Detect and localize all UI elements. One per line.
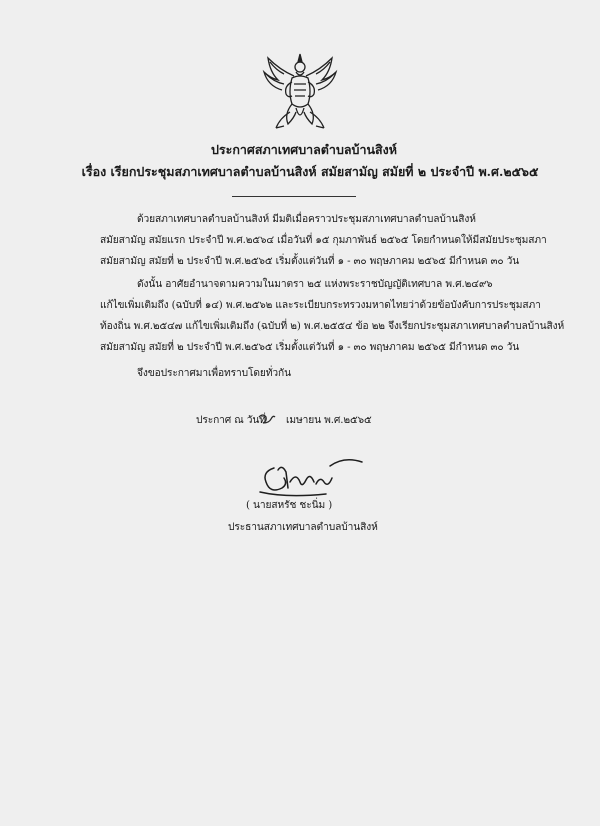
garuda-emblem (258, 52, 342, 132)
document-title: ประกาศสภาเทศบาลตำบลบ้านสิงห์ (210, 142, 398, 157)
paragraph2-line: ท้องถิ่น พ.ศ.๒๕๔๗ แก้ไขเพิ่มเติมถึง (ฉบับที่ ๒) พ.ศ.๒๕๕๔ ข้อ ๒๒ จึงเรียกประชุมสภาเทศบาลตำบลบ้านสิงห์ (100, 321, 565, 332)
paragraph1-line: ด้วยสภาเทศบาลตำบลบ้านสิงห์ มีมติเมื่อคราวประชุมสภาเทศบาลตำบลบ้านสิงห์ (137, 214, 476, 225)
closing-text: จึงขอประกาศมาเพื่อทราบโดยทั่วกัน (137, 368, 291, 379)
signature (256, 458, 366, 502)
paragraph2-line: แก้ไขเพิ่มเติมถึง (ฉบับที่ ๑๔) พ.ศ.๒๕๖๒ และระเบียบกระทรวงมหาดไทยว่าด้วยข้อบังคับการประชุมสภา (100, 300, 541, 311)
paragraph2-line: ดังนั้น อาศัยอำนาจตามความในมาตรา ๒๕ แห่งพระราชบัญญัติเทศบาล พ.ศ.๒๔๙๖ (137, 279, 493, 290)
document-subject: เรื่อง เรียกประชุมสภาเทศบาลตำบลบ้านสิงห์ สมัยสามัญ สมัยที่ ๒ ประจำปี พ.ศ.๒๕๖๕ (81, 164, 539, 179)
paragraph2-line: สมัยสามัญ สมัยที่ ๒ ประจำปี พ.ศ.๒๕๖๕ เริ่มตั้งแต่วันที่ ๑ - ๓๐ พฤษภาคม ๒๕๖๕ มีกำหนด ๓๐ วัน (100, 342, 520, 353)
paragraph1-line: สมัยสามัญ สมัยแรก ประจำปี พ.ศ.๒๕๖๔ เมื่อวันที่ ๑๕ กุมภาพันธ์ ๒๕๖๕ โดยกำหนดให้มีสมัยประชุมสภา (100, 235, 547, 246)
signer-position: ประธานสภาเทศบาลตำบลบ้านสิงห์ (228, 522, 378, 533)
handwritten-day-number (257, 413, 277, 431)
date-suffix: เมษายน พ.ศ.๒๕๖๕ (286, 415, 372, 426)
date-prefix: ประกาศ ณ วันที่ (196, 415, 266, 426)
divider-line (232, 196, 356, 197)
signer-name: ( นายสหรัช ชะนิ่ม ) (246, 500, 333, 511)
paragraph1-line: สมัยสามัญ สมัยที่ ๒ ประจำปี พ.ศ.๒๕๖๕ เริ่มตั้งแต่วันที่ ๑ - ๓๐ พฤษภาคม ๒๕๖๕ มีกำหนด ๓๐ วัน (100, 256, 520, 267)
